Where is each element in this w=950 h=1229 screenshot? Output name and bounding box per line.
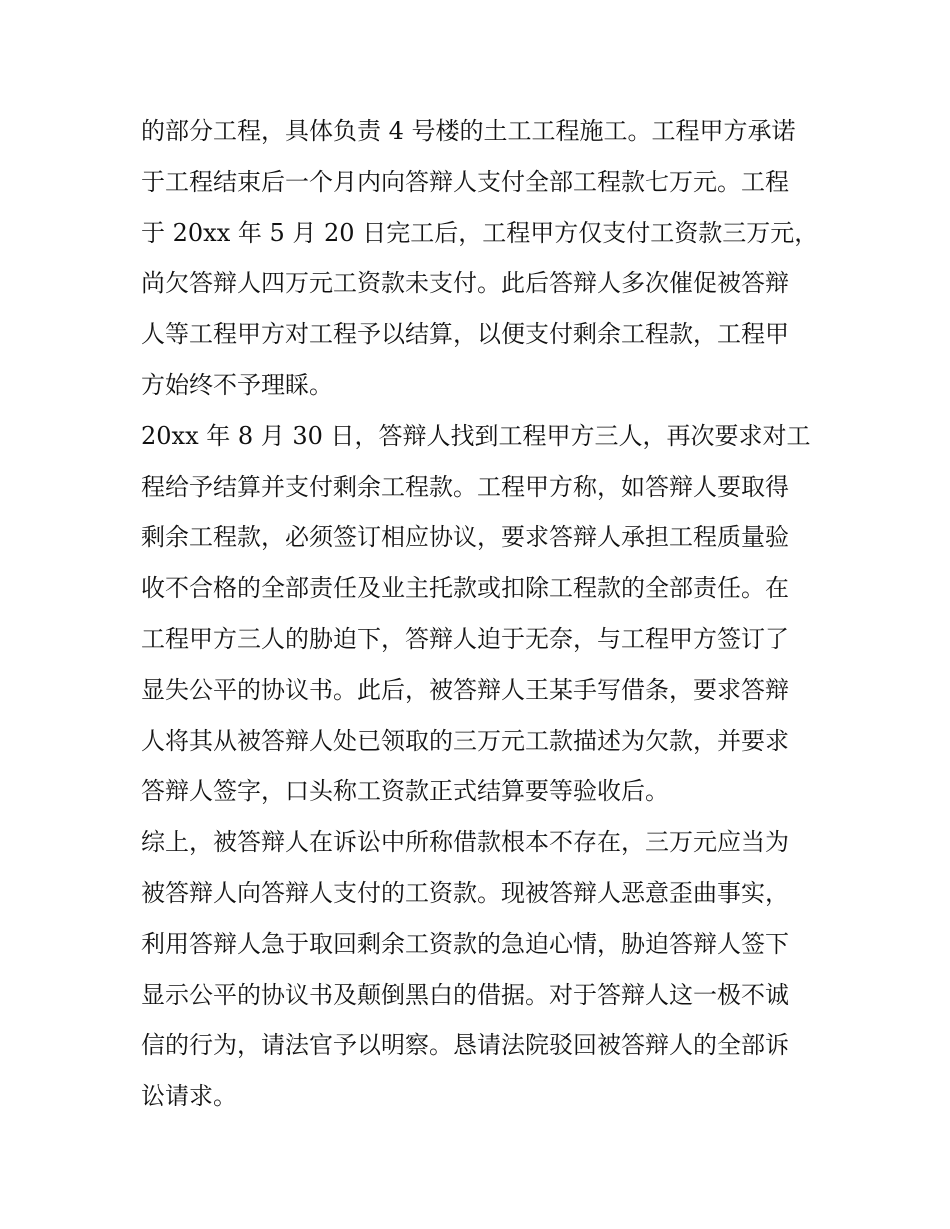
text-line: 讼请求。 — [141, 1082, 237, 1111]
text-line: 方始终不予理睬。 — [141, 370, 333, 399]
text-line: 被答辩人向答辩人支付的工资款。现被答辩人恶意歪曲事实， — [141, 878, 789, 907]
paragraph-2 — [141, 411, 821, 817]
text-line: 的部分工程，具体负责 4 号楼的土工工程施工。工程甲方承诺 — [141, 117, 796, 145]
text-line: 人等工程甲方对工程予以结算，以便支付剩余工程款，工程甲 — [141, 320, 789, 349]
text-line: 综上，被答辩人在诉讼中所称借款根本不存在，三万元应当为 — [141, 828, 789, 857]
text-line: 答辩人签字，口头称工资款正式结算要等验收后。 — [141, 777, 669, 806]
text-line: 信的行为，请法官予以明察。恳请法院驳回被答辩人的全部诉 — [141, 1031, 789, 1060]
text-line: 显示公平的协议书及颠倒黑白的借据。对于答辩人这一极不诚 — [141, 980, 789, 1009]
text-line: 尚欠答辩人四万元工资款未支付。此后答辩人多次催促被答辩 — [141, 269, 789, 298]
text-line: 显失公平的协议书。此后，被答辩人王某手写借条，要求答辩 — [141, 675, 789, 704]
text-line: 剩余工程款，必须签订相应协议，要求答辩人承担工程质量验 — [141, 523, 789, 552]
body-text — [141, 106, 821, 1122]
text-line: 于 20xx 年 5 月 20 日完工后，工程甲方仅支付工资款三万元， — [141, 218, 819, 247]
text-line: 利用答辩人急于取回剩余工资款的急迫心情，胁迫答辩人签下 — [141, 929, 789, 958]
text-line: 人将其从被答辩人处已领取的三万元工款描述为欠款，并要求 — [141, 726, 789, 755]
text-line: 收不合格的全部责任及业主托款或扣除工程款的全部责任。在 — [141, 574, 789, 603]
text-line: 工程甲方三人的胁迫下，答辩人迫于无奈，与工程甲方签订了 — [141, 624, 789, 653]
paragraph-1 — [141, 106, 821, 411]
text-line: 于工程结束后一个月内向答辩人支付全部工程款七万元。工程 — [141, 167, 789, 196]
text-line: 20xx 年 8 月 30 日，答辩人找到工程甲方三人，再次要求对工 — [141, 421, 811, 450]
paragraph-3 — [141, 817, 821, 1122]
text-line: 程给予结算并支付剩余工程款。工程甲方称，如答辩人要取得 — [141, 472, 789, 501]
